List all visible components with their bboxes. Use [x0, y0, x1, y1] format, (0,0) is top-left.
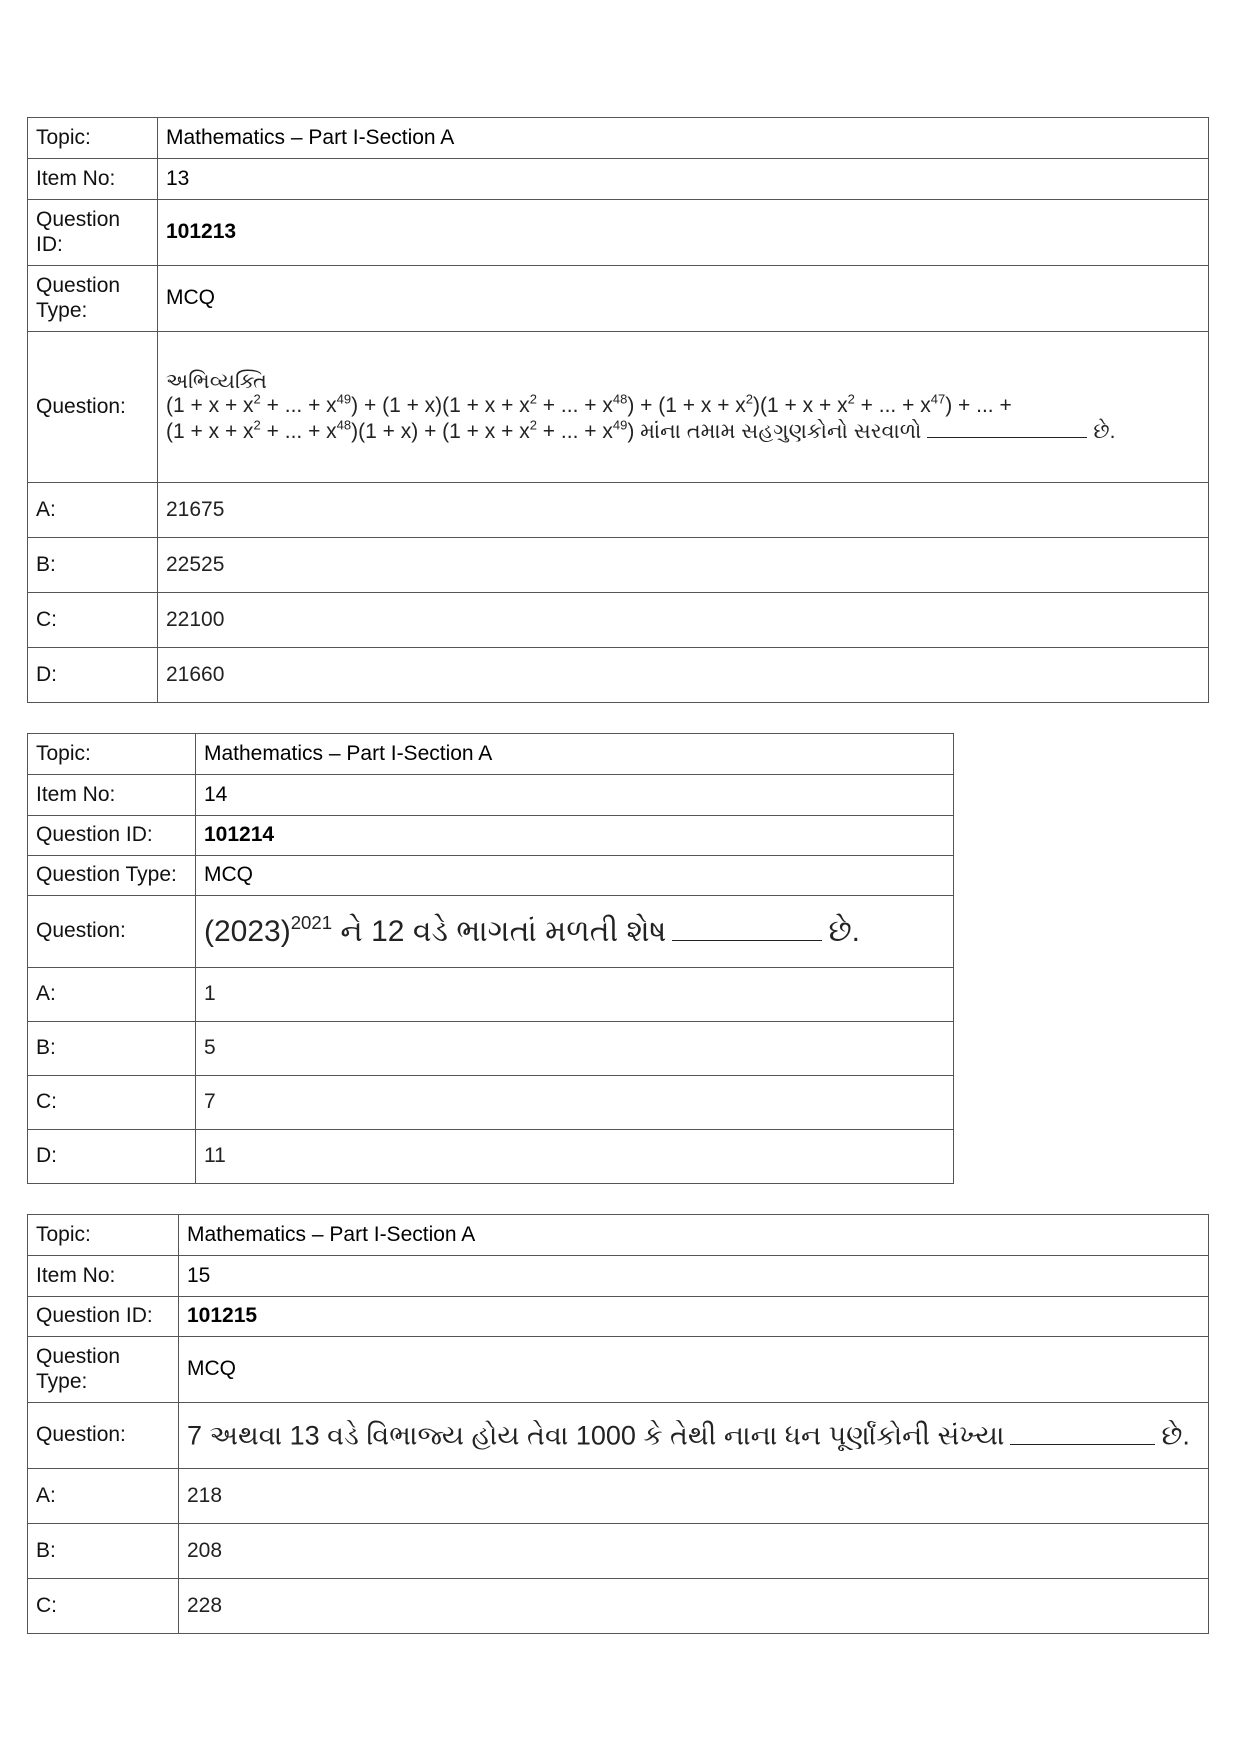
topic-label: Topic:: [28, 1215, 179, 1256]
option-c-value: 7: [196, 1076, 954, 1130]
option-c-row: [28, 1076, 954, 1130]
option-a-value: 1: [196, 968, 954, 1022]
option-d-row: [28, 1130, 954, 1184]
question-type-row: [28, 1337, 1209, 1403]
item-no-row: [28, 159, 1209, 200]
item-no-value: 14: [196, 775, 954, 816]
question-type-label: Question Type:: [28, 1337, 179, 1403]
question-type-value: MCQ: [158, 266, 1209, 332]
question-row: [28, 332, 1209, 483]
question-id-value: 101215: [179, 1297, 1209, 1337]
item-no-label: Item No:: [28, 775, 196, 816]
item-no-label: Item No:: [28, 1256, 179, 1297]
option-b-label: B:: [28, 1524, 179, 1579]
topic-value: Mathematics – Part I-Section A: [196, 734, 954, 775]
option-c-label: C:: [28, 1076, 196, 1130]
topic-label: Topic:: [28, 118, 158, 159]
option-b-value: 22525: [158, 538, 1209, 593]
option-a-label: A:: [28, 1469, 179, 1524]
question-text: 7 અથવા 13 વડે વિભાજ્ય હોય તેવા 1000 કે તેથી નાના ધન પૂર્ણાંકોની સંખ્યા છે.: [179, 1403, 1209, 1469]
option-d-value: 11: [196, 1130, 954, 1184]
option-b-row: [28, 538, 1209, 593]
question-label: Question:: [28, 1403, 179, 1469]
question-label: Question:: [28, 896, 196, 968]
question-type-label: Question Type:: [28, 856, 196, 896]
option-c-value: 228: [179, 1579, 1209, 1634]
item-no-row: [28, 775, 954, 816]
option-c-label: C:: [28, 1579, 179, 1634]
topic-row: [28, 1215, 1209, 1256]
question-id-value: 101213: [158, 200, 1209, 266]
option-c-row: [28, 1579, 1209, 1634]
question-row: [28, 1403, 1209, 1469]
option-c-label: C:: [28, 593, 158, 648]
option-a-value: 21675: [158, 483, 1209, 538]
option-d-value: 21660: [158, 648, 1209, 703]
option-b-row: [28, 1524, 1209, 1579]
topic-label: Topic:: [28, 734, 196, 775]
question-id-row: [28, 816, 954, 856]
option-b-value: 5: [196, 1022, 954, 1076]
item-no-value: 15: [179, 1256, 1209, 1297]
option-c-value: 22100: [158, 593, 1209, 648]
option-a-label: A:: [28, 968, 196, 1022]
question-line-2: ($1 + x + x^2$ + ... + $x^{49}) + (1 + x)(1 + x + x^2$ + ... + $x^{48}) + (1 + x + x^2)(1 + x + x^2$ + ... + $x^{47}$) + ... +: [166, 391, 1012, 417]
question-type-value: MCQ: [196, 856, 954, 896]
question-type-value: MCQ: [179, 1337, 1209, 1403]
option-a-row: [28, 968, 954, 1022]
option-a-label: A:: [28, 483, 158, 538]
question-table-15: [27, 1214, 1209, 1634]
answer-blank: [927, 418, 1087, 438]
question-id-row: [28, 200, 1209, 266]
question-type-row: [28, 266, 1209, 332]
option-a-row: [28, 483, 1209, 538]
answer-blank: [1010, 1419, 1155, 1444]
option-d-label: D:: [28, 1130, 196, 1184]
question-line-3: ($1 + x + x^2$ + ... + $x^{48})(1 + x) + (1 + x + x^2$ + ... + $x^{49}$) માંના તમામ સહગુણકોનો સરવાળો છે.: [166, 417, 1116, 444]
item-no-value: 13: [158, 159, 1209, 200]
option-c-row: [28, 593, 1209, 648]
option-a-value: 218: [179, 1469, 1209, 1524]
question-id-row: [28, 1297, 1209, 1337]
question-label: Question:: [28, 332, 158, 483]
option-a-row: [28, 1469, 1209, 1524]
item-no-row: [28, 1256, 1209, 1297]
option-d-row: [28, 648, 1209, 703]
question-type-label: Question Type:: [28, 266, 158, 332]
option-b-row: [28, 1022, 954, 1076]
item-no-label: Item No:: [28, 159, 158, 200]
question-id-value: 101214: [196, 816, 954, 856]
question-table-14: [27, 733, 954, 1184]
topic-value: Mathematics – Part I-Section A: [179, 1215, 1209, 1256]
question-id-label: Question ID:: [28, 1297, 179, 1337]
question-id-label: Question ID:: [28, 816, 196, 856]
answer-blank: [672, 913, 822, 941]
question-table-13: [27, 117, 1209, 703]
question-type-row: [28, 856, 954, 896]
question-text: $(2023)^{2021}$ ને 12 વડે ભાગતાં મળતી શેષ છે.: [196, 896, 954, 968]
option-d-label: D:: [28, 648, 158, 703]
topic-row: [28, 118, 1209, 159]
question-id-label: Question ID:: [28, 200, 158, 266]
option-b-label: B:: [28, 1022, 196, 1076]
question-text: [158, 332, 1209, 483]
option-b-value: 208: [179, 1524, 1209, 1579]
question-line-1: અભિવ્યક્તિ: [166, 369, 267, 393]
option-b-label: B:: [28, 538, 158, 593]
topic-value: Mathematics – Part I-Section A: [158, 118, 1209, 159]
question-row: [28, 896, 954, 968]
topic-row: [28, 734, 954, 775]
